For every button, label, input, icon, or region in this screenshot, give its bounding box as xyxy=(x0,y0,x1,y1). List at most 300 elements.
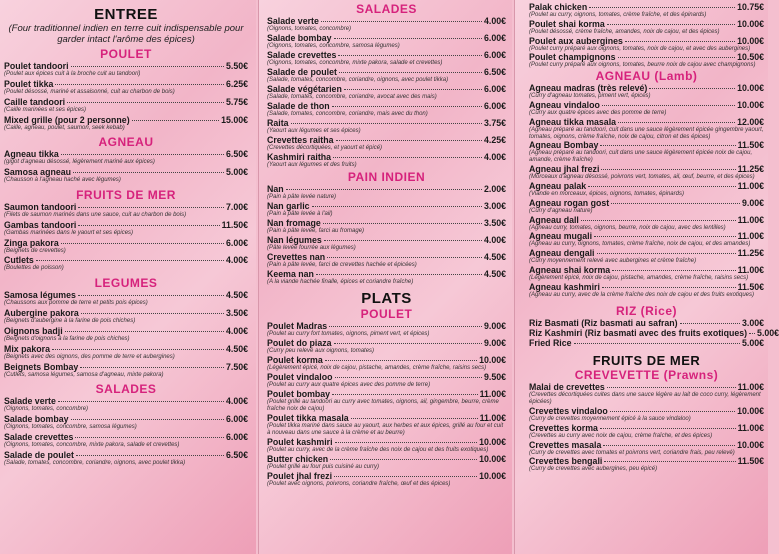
section-salades xyxy=(267,2,506,168)
item-description: (Poulet désossé, mariné et assaisonné, cuit au charbon de bois) xyxy=(4,88,175,95)
section-heading: POULET xyxy=(360,306,413,321)
dot-leader xyxy=(61,154,224,155)
item-price: 10.00€ xyxy=(737,83,764,94)
item-description: (gigot d'agneau désossé, légèrement mariné aux épices) xyxy=(4,159,155,166)
item-description: (Beignets avec des oignons, des pomme de terre et aubergines) xyxy=(4,353,175,360)
item-price: 9.00€ xyxy=(483,320,506,331)
dot-leader xyxy=(323,223,482,224)
item-description: (Cutlets, samosa légumes, samosa d'agneau, mixte pakora) xyxy=(4,371,164,378)
item-description: (Boulettes de poisson) xyxy=(4,265,64,272)
item-description: (Oignons, tomates, concombre, samosa légumes) xyxy=(4,424,137,431)
item-price: 10.75€ xyxy=(737,2,764,12)
dot-leader xyxy=(36,260,224,261)
item-name: Poulet champignons xyxy=(529,52,616,63)
item-name: Crevettes korma xyxy=(529,422,598,433)
menu-item-agneau-tikka xyxy=(4,149,248,166)
menu-item-poulet-kashmiri xyxy=(267,437,506,454)
section-heading: SALADES xyxy=(95,382,157,397)
dot-leader xyxy=(71,419,224,420)
menu-item-poulet-korma xyxy=(267,355,506,372)
item-description: (Curry d'agneau nature) xyxy=(529,207,593,214)
item-description: (Curry de crevettes avec tomates et poivrons vert, coriandre frais, peu relevé) xyxy=(529,449,735,456)
item-price: 11.25€ xyxy=(737,248,764,259)
dot-leader xyxy=(594,236,736,237)
dot-leader xyxy=(600,145,735,146)
dot-leader xyxy=(71,66,224,67)
item-name: Malai de crevettes xyxy=(529,382,605,393)
dot-leader xyxy=(58,401,224,402)
menu-panel-middle xyxy=(258,0,512,554)
dot-leader xyxy=(321,21,482,22)
dot-leader xyxy=(618,57,736,58)
item-name: Salade verte xyxy=(267,16,319,26)
menu-item-aubergine-pakora xyxy=(4,308,248,325)
item-description: (Curry d'agneau tomates, piment vert, épices) xyxy=(529,93,651,100)
item-name: Nan légumes xyxy=(267,235,322,246)
item-price: 4.00€ xyxy=(225,396,248,407)
item-price: 7.50€ xyxy=(225,361,248,372)
item-price: 7.00€ xyxy=(225,201,248,212)
item-description: (Curry de crevettes moyennement épicé à la sauce vindaloo) xyxy=(529,415,691,422)
item-name: Salade de poulet xyxy=(267,66,337,77)
item-description: (Poulet avec oignons, poivrons, coriandre fraîche, œuf et des épices) xyxy=(267,480,451,487)
dot-leader xyxy=(597,253,736,254)
dot-leader xyxy=(588,186,735,187)
section-pain-indien xyxy=(267,170,506,286)
item-description: (Caille marinées et ses épices) xyxy=(4,106,87,113)
menu-item-beignets-bombay xyxy=(4,362,248,379)
item-name: Beignets Bombay xyxy=(4,361,79,372)
menu-item-agneau-palak xyxy=(529,181,764,198)
item-name: Salade crevettes xyxy=(4,431,74,442)
dot-leader xyxy=(649,88,735,89)
section-salades xyxy=(4,382,248,466)
dot-leader xyxy=(602,105,735,106)
dot-leader xyxy=(334,38,482,39)
item-name: Poulet korma xyxy=(267,355,323,366)
item-price: 6.50€ xyxy=(225,449,248,460)
item-description: (Morceaux d'agneau désossé, poivrons vert, tomates, ail, œuf, beurre, et des épices) xyxy=(529,173,755,180)
item-description: (Oignons, tomates, concombre) xyxy=(267,26,352,32)
item-price: 10.00€ xyxy=(737,18,764,29)
menu-item-kashmiri-raitha xyxy=(267,152,506,169)
item-description: (Poulet désossé, crème fraîche, amandes, noix de cajou, et des épices) xyxy=(529,28,720,35)
item-description: (Oignons, tomates, concombre, mixte pakora, salade et crevettes) xyxy=(267,59,443,66)
dot-leader xyxy=(335,442,478,443)
item-price: 9.00€ xyxy=(483,338,506,349)
dot-leader xyxy=(600,428,736,429)
item-price: 4.50€ xyxy=(225,343,248,354)
item-description: (Beignets d'aubergine à la farine de pois chiches) xyxy=(4,317,136,324)
item-description: (Salade, tomates, concombre, coriandre, mais avec du thon) xyxy=(267,110,428,117)
item-description: (Poulet au curry aux quatre épices avec des pomme de terre) xyxy=(267,382,431,389)
dot-leader xyxy=(312,206,482,207)
item-price: 11.25€ xyxy=(737,163,764,174)
item-price: 11.00€ xyxy=(737,265,764,276)
item-name: Agneau tikka masala xyxy=(529,116,617,127)
section-heading: FRUITS DE MER xyxy=(76,187,176,202)
item-name: Poulet tandoori xyxy=(4,61,69,71)
menu-item-poulet-champignons xyxy=(529,52,764,69)
item-name: Poulet vindaloo xyxy=(267,372,333,383)
item-description: (Oignons, tomates, concombre, mixte pakora, salade et crevettes) xyxy=(4,441,180,448)
dot-leader xyxy=(78,295,224,296)
item-description: (Légèrement épicé, noix de cajou, pistache, amandes, crème fraîche, raisins secs) xyxy=(267,365,487,372)
menu-item-agneau-kashmiri xyxy=(529,282,764,299)
item-name: Salade bombay xyxy=(267,32,332,43)
dot-leader xyxy=(61,243,224,244)
item-price: 5.00€ xyxy=(225,167,248,178)
section-heading: LEGUMES xyxy=(94,276,158,291)
menu-item-butter-chicken xyxy=(267,454,506,471)
dot-leader xyxy=(78,225,219,226)
dot-leader xyxy=(132,120,219,121)
item-name: Gambas tandoori xyxy=(4,219,77,230)
item-price: 5.75€ xyxy=(225,96,248,107)
item-name: Salade de poulet xyxy=(4,449,74,460)
item-name: Agneau dengali xyxy=(529,248,595,259)
item-description: (Beignets de crevettes) xyxy=(4,247,66,254)
item-name: Palak chicken xyxy=(529,2,588,12)
dot-leader xyxy=(81,313,224,314)
item-price: 4.00€ xyxy=(483,16,506,26)
dot-leader xyxy=(336,140,482,141)
fruits-de-mer-title: FRUITS DE MER xyxy=(592,353,701,369)
menu-item-cutlets xyxy=(4,255,248,272)
menu-item-mix-pakora xyxy=(4,344,248,361)
dot-leader xyxy=(680,323,740,324)
section-heading: CREVEVETTE (Prawns) xyxy=(574,368,719,383)
menu-item-crevettes-masala xyxy=(529,440,764,457)
item-name: Nan garlic xyxy=(267,201,310,212)
item-name: Mixed grille (pour 2 personne) xyxy=(4,114,130,125)
item-description: (Poulet curry préparé aux oignons, tomates, noix de cajou, et avec des aubergines) xyxy=(529,45,751,52)
dot-leader xyxy=(607,387,736,388)
item-name: Aubergine pakora xyxy=(4,307,79,318)
item-price: 10.00€ xyxy=(479,436,506,447)
dot-leader xyxy=(76,455,224,456)
item-price: 12.00€ xyxy=(737,116,764,127)
section-fruits-de-mer xyxy=(4,188,248,272)
menu-item-riz-basmati-riz-basmati-au-safran xyxy=(529,318,764,328)
dot-leader xyxy=(325,360,477,361)
item-price: 11.00€ xyxy=(737,422,764,433)
item-price: 9.50€ xyxy=(483,372,506,383)
menu-item-raita xyxy=(267,118,506,135)
item-price: 4.00€ xyxy=(483,151,506,162)
item-name: Poulet jhal frezi xyxy=(267,470,333,481)
section-crevevette-prawns xyxy=(529,368,764,473)
item-description: (Agneau au curry, oignons, tomates, crème fraîche, noix de cajou, et des amandes) xyxy=(529,241,751,248)
item-name: Agneau jhal frezi xyxy=(529,163,600,174)
item-name: Fried Rice xyxy=(529,338,572,349)
item-price: 2.00€ xyxy=(483,184,506,195)
menu-item-salade-crevettes xyxy=(267,50,506,67)
menu-item-poulet-do-piaza xyxy=(267,338,506,355)
menu-item-keema-nan xyxy=(267,269,506,286)
item-name: Keema nan xyxy=(267,269,314,280)
item-description: (Curry peu relevé aux oignons, tomates) xyxy=(267,348,375,355)
section-heading: AGNEAU xyxy=(98,135,154,150)
item-name: Poulet tikka xyxy=(4,78,54,89)
dot-leader xyxy=(286,189,482,190)
item-description: (Oignons, tomates, concombre, samosa légumes) xyxy=(267,42,400,49)
item-price: 10.00€ xyxy=(737,405,764,416)
item-name: Caille tandoori xyxy=(4,96,66,107)
item-description: (Pain à pâte levée, farci au fromage) xyxy=(267,228,365,235)
dot-leader xyxy=(55,84,224,85)
menu-item-samosa-agneau xyxy=(4,167,248,184)
item-description: (Crevettes décortiquées cuites dans une sauce légère au lait de coco curry, légèrement épicées) xyxy=(529,392,761,405)
item-price: 6.00€ xyxy=(225,431,248,442)
item-description: (Curry moyennement relevé avec aubergines et crème fraîche) xyxy=(529,258,697,265)
dot-leader xyxy=(80,367,224,368)
dot-leader xyxy=(335,377,482,378)
menu-item-gambas-tandoori xyxy=(4,220,248,237)
item-price: 6.00€ xyxy=(483,49,506,60)
item-name: Agneau shai korma xyxy=(529,265,611,276)
item-description: (Pâte levée fourrée aux légumes) xyxy=(267,245,356,252)
section-heading: SALADES xyxy=(356,2,417,16)
menu-item-crevettes-korma xyxy=(529,423,764,440)
item-name: Poulet kashmiri xyxy=(267,436,333,447)
item-description: (Poulet grillé au tandoori au curry avec tomates, oignons, ail, gingembre, beurre, crème fraîche noix de cajou) xyxy=(267,399,499,412)
menu-item-crevettes-nan xyxy=(267,252,506,269)
item-name: Salade crevettes xyxy=(267,49,337,60)
menu-item-agneau-dengali xyxy=(529,248,764,265)
item-description: (Agneau au curry, avec de la crème fraîche des noix de cajou et des fruits exotiques) xyxy=(529,292,755,299)
item-price: 10.00€ xyxy=(737,35,764,46)
menu-item-salade-crevettes xyxy=(4,432,248,449)
section-riz-rice xyxy=(529,303,779,349)
item-price: 11.00€ xyxy=(737,214,764,225)
item-name: Poulet do piaza xyxy=(267,338,332,349)
menu-item-agneau-vindaloo xyxy=(529,100,764,117)
item-name: Crevettes vindaloo xyxy=(529,405,608,416)
item-price: 11.00€ xyxy=(737,180,764,191)
dot-leader xyxy=(610,411,735,412)
item-name: Salade végétarien xyxy=(267,83,342,94)
dot-leader xyxy=(625,41,735,42)
item-price: 6.25€ xyxy=(225,78,248,89)
item-description: (Agneau préparé au tandoori, cuit dans une sauce légèrement épicée gingembre yaourt, tomates, oignons, crème fraîche, noix de cajou, citron et des épices) xyxy=(529,126,764,140)
item-name: Crevettes raitha xyxy=(267,134,334,145)
dot-leader xyxy=(327,257,482,258)
menu-item-mixed-grille-pour-2-personne xyxy=(4,115,248,132)
item-price: 11.50€ xyxy=(737,456,764,467)
dot-leader xyxy=(589,7,735,8)
item-name: Cutlets xyxy=(4,255,34,266)
item-price: 11.00€ xyxy=(737,382,764,393)
item-name: Samosa agneau xyxy=(4,167,71,178)
dot-leader xyxy=(78,207,224,208)
section-heading: PAIN INDIEN xyxy=(347,170,426,185)
item-description: (Salade, tomates, concombre, coriandre, oignons, avec poulet tikka) xyxy=(267,76,449,83)
item-description: (Caille, agneau, poulet, saumon, seek kebab) xyxy=(4,124,125,131)
item-price: 11.50€ xyxy=(221,219,248,230)
item-price: 3.75€ xyxy=(483,117,506,128)
dot-leader xyxy=(601,169,735,170)
item-description: (Chaussons aux pomme de terre et petits pois épices) xyxy=(4,300,148,307)
dot-leader xyxy=(329,326,482,327)
item-price: 15.00€ xyxy=(221,114,248,125)
item-name: Mix pakora xyxy=(4,343,50,354)
item-description: (Légèrement épicé, noix de cajou, pistache, amandes, crème fraîche, raisins secs) xyxy=(529,275,749,282)
item-description: (Filets de saumon marinés dans une sauce, cuit au charbon de bois) xyxy=(4,211,187,218)
menu-item-poulet-vindaloo xyxy=(267,372,506,389)
item-description: (Curry aux quatre épices avec des pomme de terre) xyxy=(529,110,667,117)
dot-leader xyxy=(612,270,735,271)
item-description: (Poulet aux épices cuit à la broche cuit au tandoori) xyxy=(4,71,141,77)
menu-item-poulet-aux-aubergines xyxy=(529,36,764,53)
item-price: 11.00€ xyxy=(479,413,506,424)
item-name: Agneau vindaloo xyxy=(529,100,600,111)
item-price: 10.00€ xyxy=(479,470,506,481)
item-description: (Poulet au curry, oignons, tomates, crème fraîche, et des épinards) xyxy=(529,12,707,18)
item-description: (Crevettes décortiquées, et yaourt et épicé) xyxy=(267,144,383,151)
menu-item-nan xyxy=(267,184,506,201)
menu-item-riz-kashmiri-riz-basmati-avec-des-fruits-exotiques xyxy=(529,328,779,338)
menu-panel-right xyxy=(514,0,779,554)
dot-leader xyxy=(332,106,482,107)
dot-leader xyxy=(330,459,477,460)
item-description: (Crevettes au curry avec noix de cajou, crème fraîche, et des épices) xyxy=(529,432,713,439)
item-name: Crevettes nan xyxy=(267,252,326,263)
item-description: (Yaourt aux légumes et ses épices) xyxy=(267,127,361,134)
item-name: Riz Basmati (Riz basmati au safran) xyxy=(529,317,678,328)
item-name: Agneau tikka xyxy=(4,149,59,160)
dot-leader xyxy=(339,72,482,73)
menu-item-poulet-tikka-masala xyxy=(267,413,506,436)
menu-item-salade-de-poulet xyxy=(4,450,248,467)
item-price: 4.00€ xyxy=(225,325,248,336)
section-agneau xyxy=(4,135,248,183)
menu-item-nan-fromage xyxy=(267,218,506,235)
menu-item-agneau-madras-tres-releve xyxy=(529,83,764,100)
section-poulet xyxy=(267,307,506,488)
menu-item-zinga-pakora xyxy=(4,238,248,255)
dot-leader xyxy=(67,102,224,103)
menu-item-salade-verte xyxy=(267,16,506,33)
dot-leader xyxy=(291,123,482,124)
item-description: (Poulet au curry fort tomates, oignons, piment vert, et épices) xyxy=(267,330,430,337)
menu-item-poulet-bombay xyxy=(267,389,506,412)
item-price: 4.00€ xyxy=(225,255,248,266)
item-name: Samosa légumes xyxy=(4,290,76,301)
dot-leader xyxy=(604,461,735,462)
item-description: (Beignets d'oignons à la farine de pois chiches) xyxy=(4,335,130,342)
item-name: Agneau rogan gost xyxy=(529,197,610,208)
item-name: Oignons badji xyxy=(4,325,63,336)
dot-leader xyxy=(316,274,482,275)
item-price: 5.50€ xyxy=(225,61,248,71)
item-price: 4.25€ xyxy=(483,134,506,145)
section-agneau-lamb xyxy=(529,69,764,299)
item-price: 10.00€ xyxy=(479,355,506,366)
menu-item-salade-bombay xyxy=(4,414,248,431)
item-name: Zinga pakora xyxy=(4,237,59,248)
item-name: Nan fromage xyxy=(267,218,321,229)
item-price: 10.00€ xyxy=(479,453,506,464)
menu-item-samosa-legumes xyxy=(4,290,248,307)
item-name: Poulet bombay xyxy=(267,389,331,400)
menu-item-crevettes-vindaloo xyxy=(529,406,764,423)
dot-leader xyxy=(334,476,477,477)
menu-item-agneau-shai-korma xyxy=(529,265,764,282)
item-name: Agneau palak xyxy=(529,180,587,191)
menu-panel-left xyxy=(0,0,256,554)
item-price: 3.00€ xyxy=(741,317,764,328)
item-price: 6.00€ xyxy=(483,83,506,94)
item-description: (Salade, tomates, concombre, coriandre, oignons, avec poulet tikka) xyxy=(4,459,186,466)
dot-leader xyxy=(607,24,735,25)
item-description: (Agneau préparé au tandoori, cuit dans une sauce légèrement épicée noix de cajou, amande, crème fraîche) xyxy=(529,150,753,163)
item-price: 3.50€ xyxy=(483,218,506,229)
dot-leader xyxy=(611,203,740,204)
item-name: Kashmiri raitha xyxy=(267,151,332,162)
item-description: (Pain à pâte levée, farci de crevettes hachée et épicées) xyxy=(267,262,417,269)
dot-leader xyxy=(52,349,224,350)
item-price: 11.00€ xyxy=(737,231,764,242)
item-price: 11.50€ xyxy=(737,140,764,151)
menu-item-agneau-rogan-gost xyxy=(529,198,764,215)
item-name: Nan xyxy=(267,184,284,195)
dot-leader xyxy=(338,55,482,56)
item-description: (Poulet curry préparé aux oignons, tomates, beurre noix de cajou avec champignons) xyxy=(529,62,756,69)
item-name: Agneau Bombay xyxy=(529,140,599,151)
item-name: Agneau mugali xyxy=(529,231,593,242)
dot-leader xyxy=(351,418,478,419)
item-name: Crevettes bengali xyxy=(529,456,603,467)
item-price: 6.50€ xyxy=(483,66,506,77)
item-price: 4.50€ xyxy=(483,269,506,280)
item-price: 10.00€ xyxy=(737,439,764,450)
menu-item-oignons-badji xyxy=(4,326,248,343)
entree-intro: (Four traditionnel indien en terre cuit indispensable pour garder intact l'arôme des épices) xyxy=(8,23,244,45)
item-description: (Salade, tomates, concombre, coriandre, avocat avec des mais) xyxy=(267,93,437,100)
menu-item-crevettes-bengali xyxy=(529,456,764,473)
item-name: Salade de thon xyxy=(267,100,330,111)
menu-item-poulet-tikka xyxy=(4,79,248,96)
item-name: Poulet tikka masala xyxy=(267,413,349,424)
section-heading: AGNEAU (Lamb) xyxy=(595,69,698,84)
dot-leader xyxy=(333,157,482,158)
section-heading: RIZ (Rice) xyxy=(615,303,677,318)
item-name: Agneau dall xyxy=(529,214,579,225)
menu-item-salade-verte xyxy=(4,396,248,413)
menu-item-saumon-tandoori xyxy=(4,202,248,219)
dot-leader xyxy=(602,287,736,288)
item-description: (Poulet tikka mariné dans sauce au yaourt, aux herbes et aux épices, grillé au four et cuit à nouveau dans une sauce à la crème et au beurre) xyxy=(267,423,504,436)
item-price: 6.00€ xyxy=(225,414,248,425)
item-name: Poulet aux aubergines xyxy=(529,35,623,46)
item-name: Agneau kashmiri xyxy=(529,282,600,293)
item-price: 4.50€ xyxy=(483,252,506,263)
menu-item-agneau-jhal-frezi xyxy=(529,164,764,181)
dot-leader xyxy=(618,122,735,123)
menu-item-agneau-tikka-masala xyxy=(529,117,764,140)
menu-item-salade-bombay xyxy=(267,33,506,50)
menu-item-agneau-dall xyxy=(529,215,764,232)
item-description: (Poulet au curry, avec de la crème fraîche des noix de cajou et des fruits exotiques) xyxy=(267,446,489,453)
menu-item-agneau-bombay xyxy=(529,140,764,163)
dot-leader xyxy=(574,343,740,344)
menu-item-malai-de-crevettes xyxy=(529,382,764,405)
dot-leader xyxy=(603,445,735,446)
menu-item-nan-legumes xyxy=(267,235,506,252)
menu-item-poulet-jhal-frezi xyxy=(267,471,506,488)
dot-leader xyxy=(73,172,224,173)
